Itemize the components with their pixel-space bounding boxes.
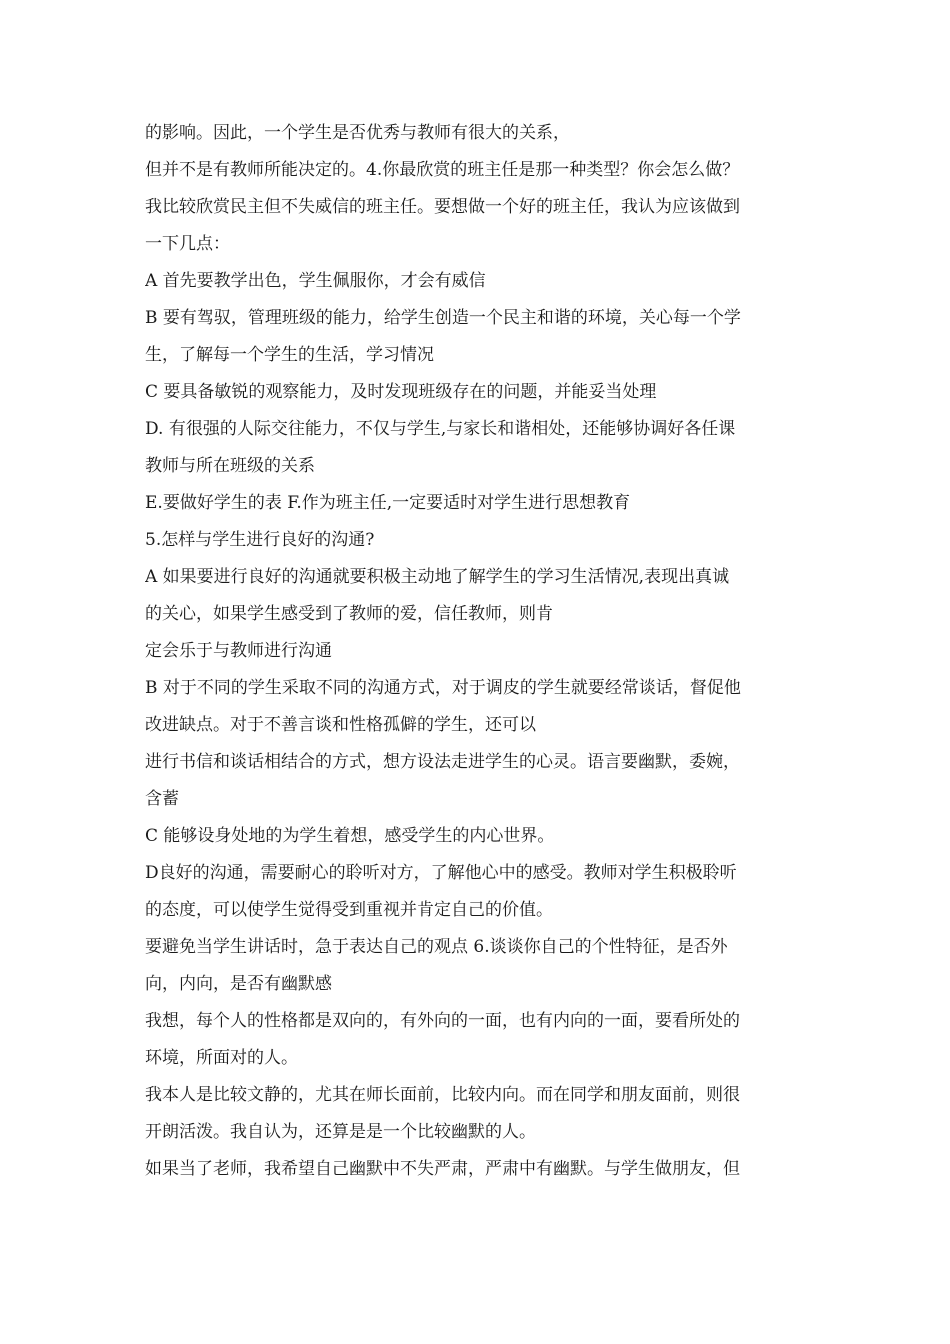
- text-line: B 要有驾驭，管理班级的能力，给学生创造一个民主和谐的环境，关心每一个学: [145, 308, 741, 328]
- text-line: 我本人是比较文静的，尤其在师长面前，比较内向。而在同学和朋友面前，则很: [145, 1085, 740, 1105]
- text-line: 5.怎样与学生进行良好的沟通?: [145, 530, 375, 550]
- text-line: D. 有很强的人际交往能力，不仅与学生,与家长和谐相处，还能够协调好各任课: [145, 419, 736, 439]
- text-line: 如果当了老师，我希望自己幽默中不失严肃，严肃中有幽默。与学生做朋友，但: [145, 1159, 740, 1179]
- text-line: C 要具备敏锐的观察能力，及时发现班级存在的问题，并能妥当处理: [145, 382, 657, 402]
- text-line: 的态度，可以使学生觉得受到重视并肯定自己的价值。: [145, 900, 553, 920]
- text-line: 改进缺点。对于不善言谈和性格孤僻的学生，还可以: [145, 715, 536, 735]
- text-line: B 对于不同的学生采取不同的沟通方式，对于调皮的学生就要经常谈话，督促他: [145, 678, 741, 698]
- text-line: 我比较欣赏民主但不失威信的班主任。要想做一个好的班主任，我认为应该做到: [145, 197, 740, 217]
- text-line: E.要做好学生的表 F.作为班主任,一定要适时对学生进行思想教育: [145, 493, 631, 513]
- document-body: [145, 115, 813, 1188]
- text-line: 但并不是有教师所能决定的。4.你最欣赏的班主任是那一种类型？你会怎么做？: [145, 160, 740, 180]
- text-line: C 能够设身处地的为学生着想，感受学生的内心世界。: [145, 826, 555, 846]
- text-line: 进行书信和谈话相结合的方式，想方设法走进学生的心灵。语言要幽默，委婉，: [145, 752, 740, 772]
- text-line: 教师与所在班级的关系: [145, 456, 315, 476]
- text-line: D良好的沟通，需要耐心的聆听对方，了解他心中的感受。教师对学生积极聆听: [145, 863, 737, 883]
- text-line: 我想，每个人的性格都是双向的，有外向的一面，也有内向的一面，要看所处的: [145, 1011, 740, 1031]
- text-line: 一下几点：: [145, 234, 230, 254]
- text-line: 环境，所面对的人。: [145, 1048, 298, 1068]
- text-line: 的影响。因此，一个学生是否优秀与教师有很大的关系，: [145, 123, 570, 143]
- text-line: 含蓄: [145, 789, 179, 809]
- text-line: 向，内向，是否有幽默感: [145, 974, 332, 994]
- text-line: 定会乐于与教师进行沟通: [145, 641, 332, 661]
- text-line: A 首先要教学出色，学生佩服你，才会有威信: [145, 271, 486, 291]
- text-line: A 如果要进行良好的沟通就要积极主动地了解学生的学习生活情况,表现出真诚: [145, 567, 730, 587]
- text-line: 的关心，如果学生感受到了教师的爱，信任教师，则肯: [145, 604, 553, 624]
- text-line: 要避免当学生讲话时，急于表达自己的观点 6.谈谈你自己的个性特征，是否外: [145, 937, 728, 957]
- text-line: 生，了解每一个学生的生活，学习情况: [145, 345, 434, 365]
- text-line: 开朗活泼。我自认为，还算是是一个比较幽默的人。: [145, 1122, 536, 1142]
